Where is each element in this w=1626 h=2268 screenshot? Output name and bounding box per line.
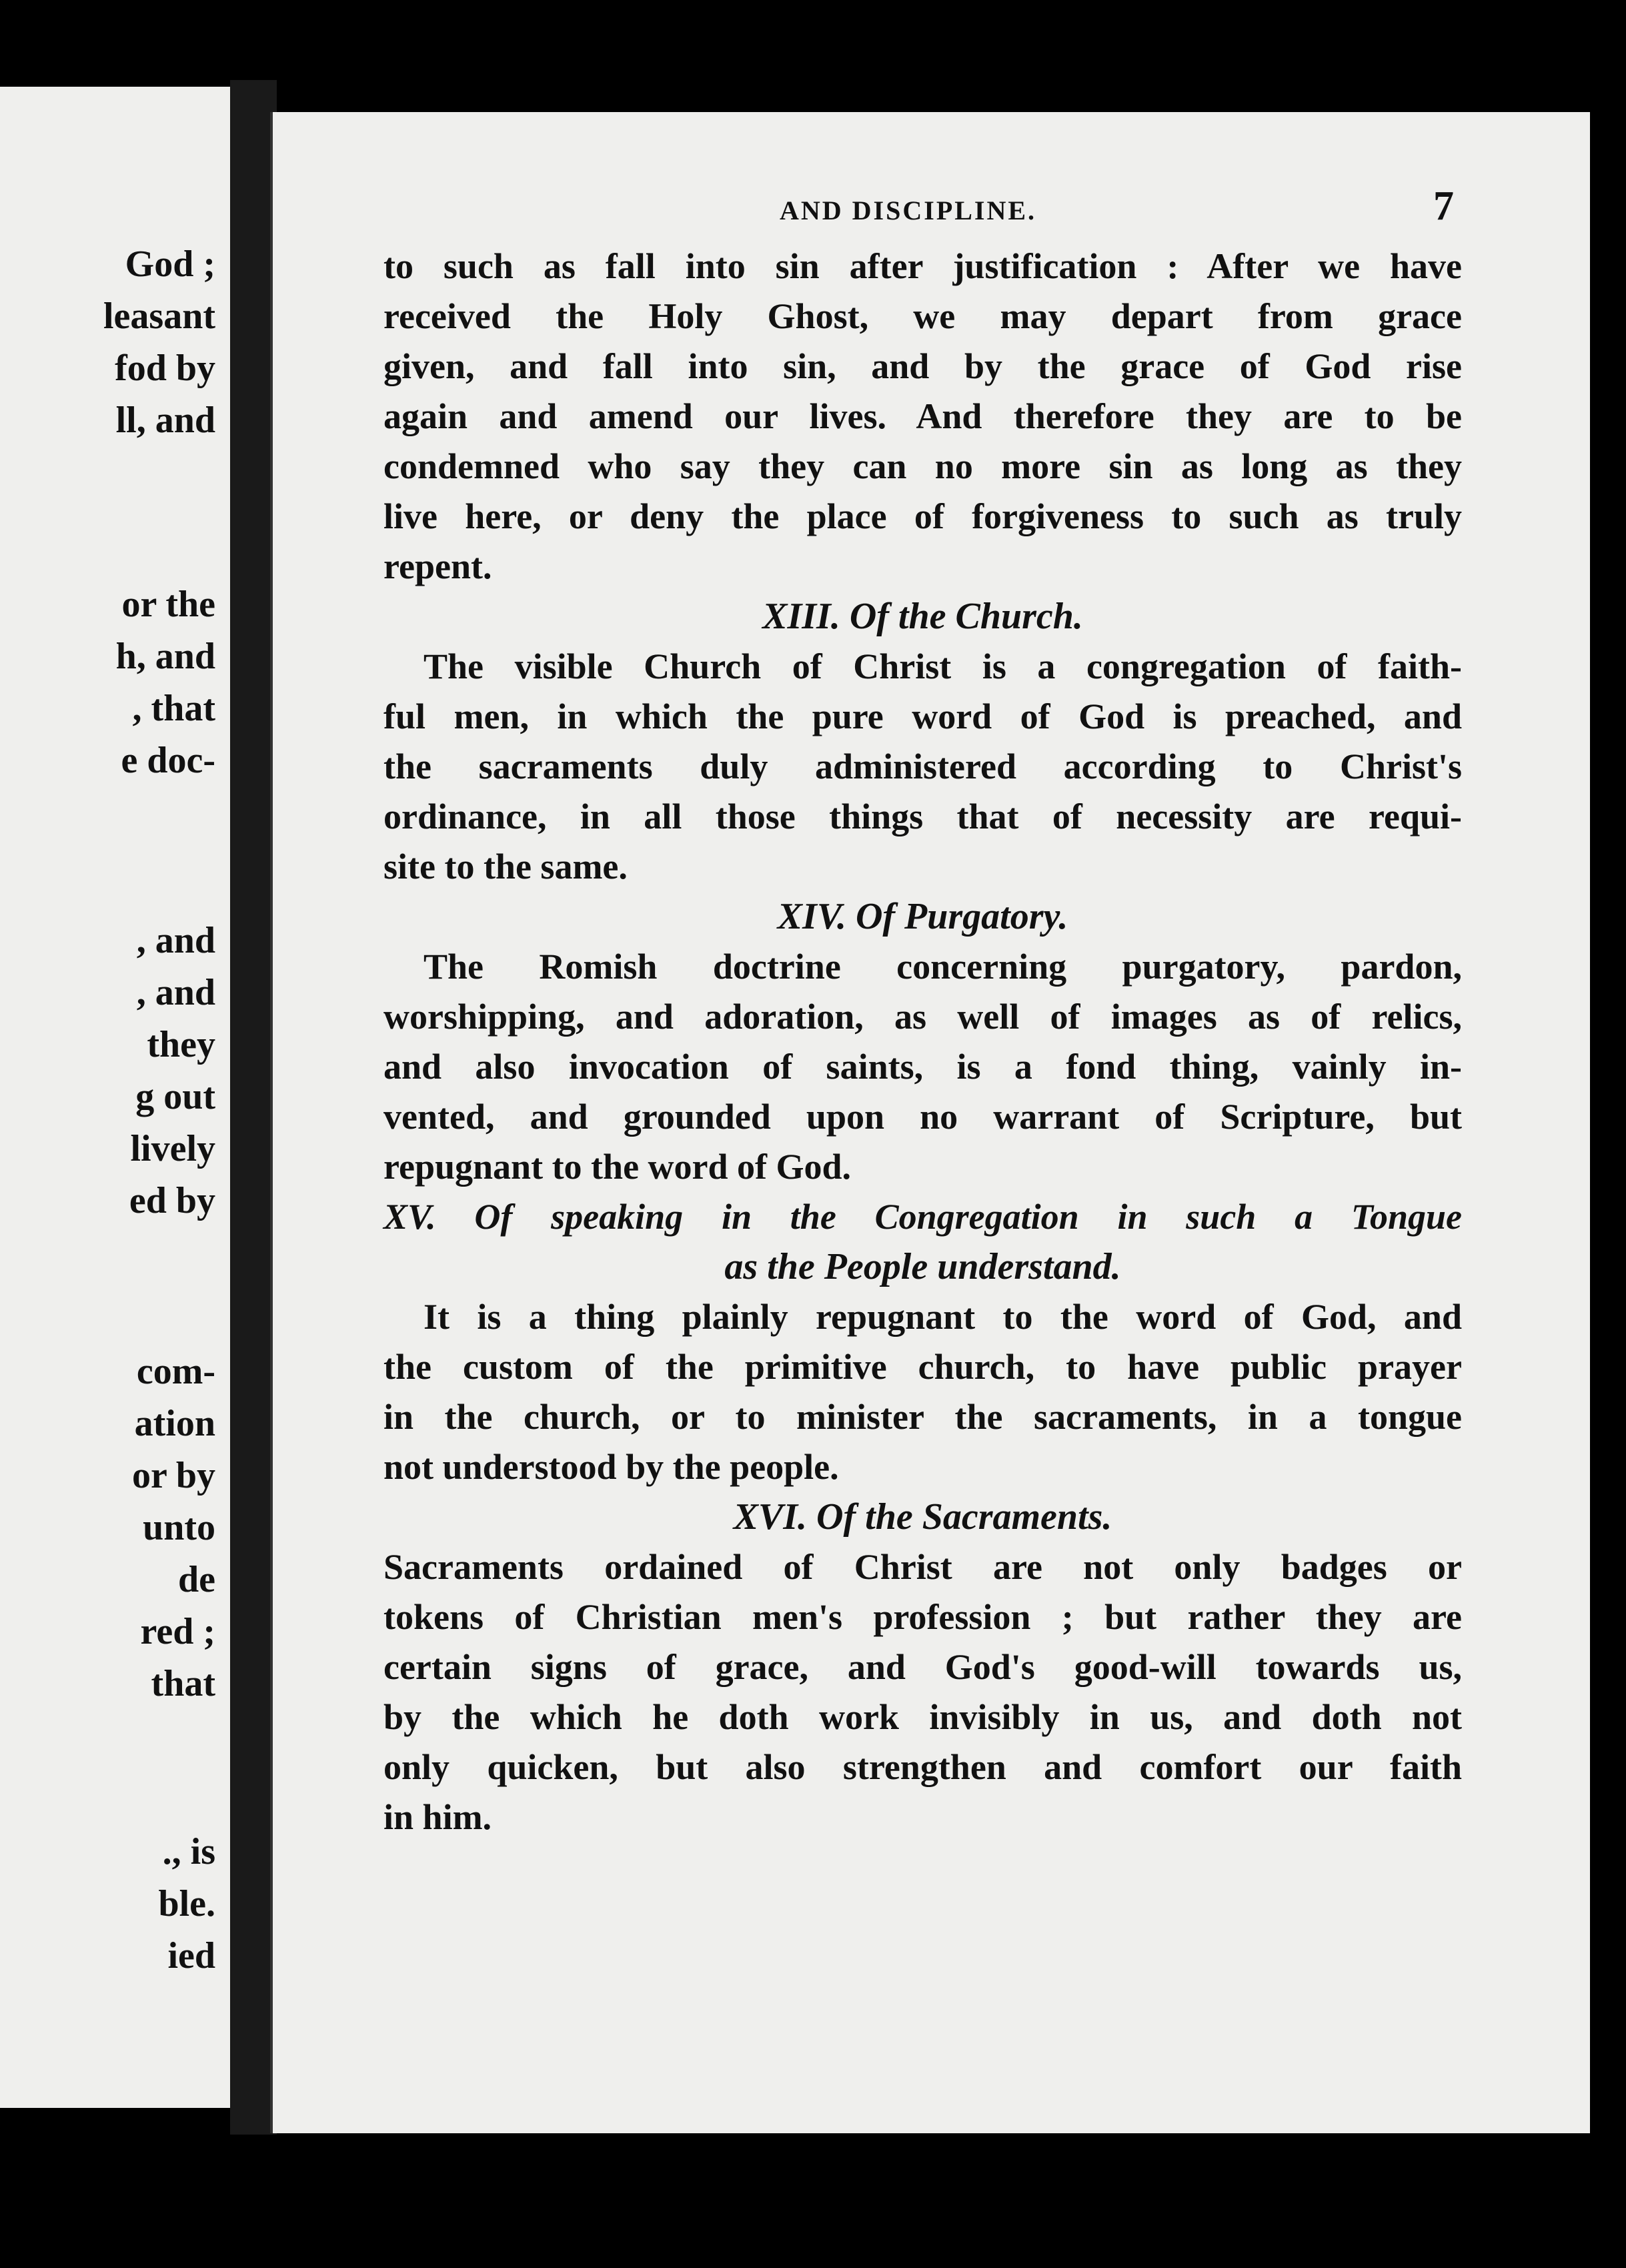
- left-page-line: com-: [136, 1351, 215, 1392]
- left-page-line: g out: [135, 1076, 215, 1117]
- text-line: in the church, or to minister the sacraments, in a tongue: [383, 1397, 1462, 1437]
- text-line: vented, and grounded upon no warrant of Scripture, but: [383, 1097, 1462, 1137]
- left-page-line: fod by: [115, 348, 215, 389]
- left-page-line: red ;: [140, 1611, 215, 1652]
- text-line: The visible Church of Christ is a congregation of faith-: [424, 646, 1462, 686]
- left-page-line: unto: [143, 1507, 215, 1548]
- page-header: [273, 183, 1590, 236]
- running-head: AND DISCIPLINE.: [780, 195, 1037, 225]
- text-line: the sacraments duly administered according to Christ's: [383, 746, 1462, 786]
- text-line: certain signs of grace, and God's good-will towards us,: [383, 1647, 1462, 1687]
- left-page-line: ble.: [158, 1883, 215, 1924]
- left-page-line: ll, and: [115, 400, 215, 441]
- left-page-line: ., is: [162, 1831, 215, 1872]
- text-line: worshipping, and adoration, as well of images as of relics,: [383, 997, 1462, 1037]
- text-line: The Romish doctrine concerning purgatory, pardon,: [424, 947, 1462, 987]
- text-line: ful men, in which the pure word of God is preached, and: [383, 696, 1462, 736]
- text-line: received the Holy Ghost, we may depart from grace: [383, 296, 1462, 336]
- text-line: by the which he doth work invisibly in us, and doth not: [383, 1697, 1462, 1737]
- body-text: [383, 241, 1462, 1842]
- text-line: live here, or deny the place of forgiveness to such as truly: [383, 496, 1462, 536]
- left-page-line: h, and: [115, 636, 215, 677]
- text-line: condemned who say they can no more sin as long as they: [383, 446, 1462, 486]
- text-line: the custom of the primitive church, to have public prayer: [383, 1347, 1462, 1387]
- text-line: site to the same.: [383, 846, 628, 887]
- left-page-line: or the: [121, 584, 215, 625]
- left-page-line: leasant: [103, 296, 215, 337]
- page-number: 7: [1433, 183, 1454, 229]
- left-page-line: lively: [130, 1128, 215, 1169]
- text-line: given, and fall into sin, and by the grace of God rise: [383, 346, 1462, 386]
- text-line: It is a thing plainly repugnant to the word of God, and: [424, 1297, 1462, 1337]
- text-line: and also invocation of saints, is a fond thing, vainly in-: [383, 1047, 1462, 1087]
- left-page-line: they: [147, 1024, 215, 1065]
- text-line: only quicken, but also strengthen and comfort our faith: [383, 1747, 1462, 1787]
- left-page-line: or by: [132, 1455, 215, 1496]
- text-line: in him.: [383, 1797, 492, 1837]
- left-page-line: ied: [167, 1935, 215, 1976]
- left-page-fragment: [0, 87, 230, 2108]
- left-page-line: de: [178, 1559, 215, 1600]
- article-heading: XV. Of speaking in the Congregation in such a Tongue: [383, 1197, 1462, 1237]
- text-line: to such as fall into sin after justification : After we have: [383, 246, 1462, 286]
- left-page-line: that: [151, 1663, 215, 1704]
- text-line: repent.: [383, 546, 492, 586]
- text-line: repugnant to the word of God.: [383, 1147, 852, 1187]
- article-heading: XVI. Of the Sacraments.: [733, 1496, 1112, 1538]
- text-line: Sacraments ordained of Christ are not only badges or: [383, 1547, 1462, 1587]
- article-heading-continued: as the People understand.: [724, 1246, 1121, 1287]
- left-page-line: ation: [134, 1403, 215, 1444]
- text-line: tokens of Christian men's profession ; but rather they are: [383, 1597, 1462, 1637]
- text-line: again and amend our lives. And therefore they are to be: [383, 396, 1462, 436]
- text-line: ordinance, in all those things that of necessity are requi-: [383, 796, 1462, 836]
- left-page-line: , and: [136, 972, 215, 1013]
- right-page: [270, 112, 1590, 2133]
- left-page-line: ed by: [129, 1180, 215, 1221]
- left-page-line: God ;: [125, 243, 215, 285]
- article-heading: XIII. Of the Church.: [762, 596, 1083, 637]
- article-heading: XIV. Of Purgatory.: [777, 896, 1068, 937]
- left-page-line: e doc-: [121, 740, 215, 781]
- text-line: not understood by the people.: [383, 1447, 839, 1487]
- left-page-line: , that: [132, 688, 215, 729]
- left-page-line: , and: [136, 920, 215, 961]
